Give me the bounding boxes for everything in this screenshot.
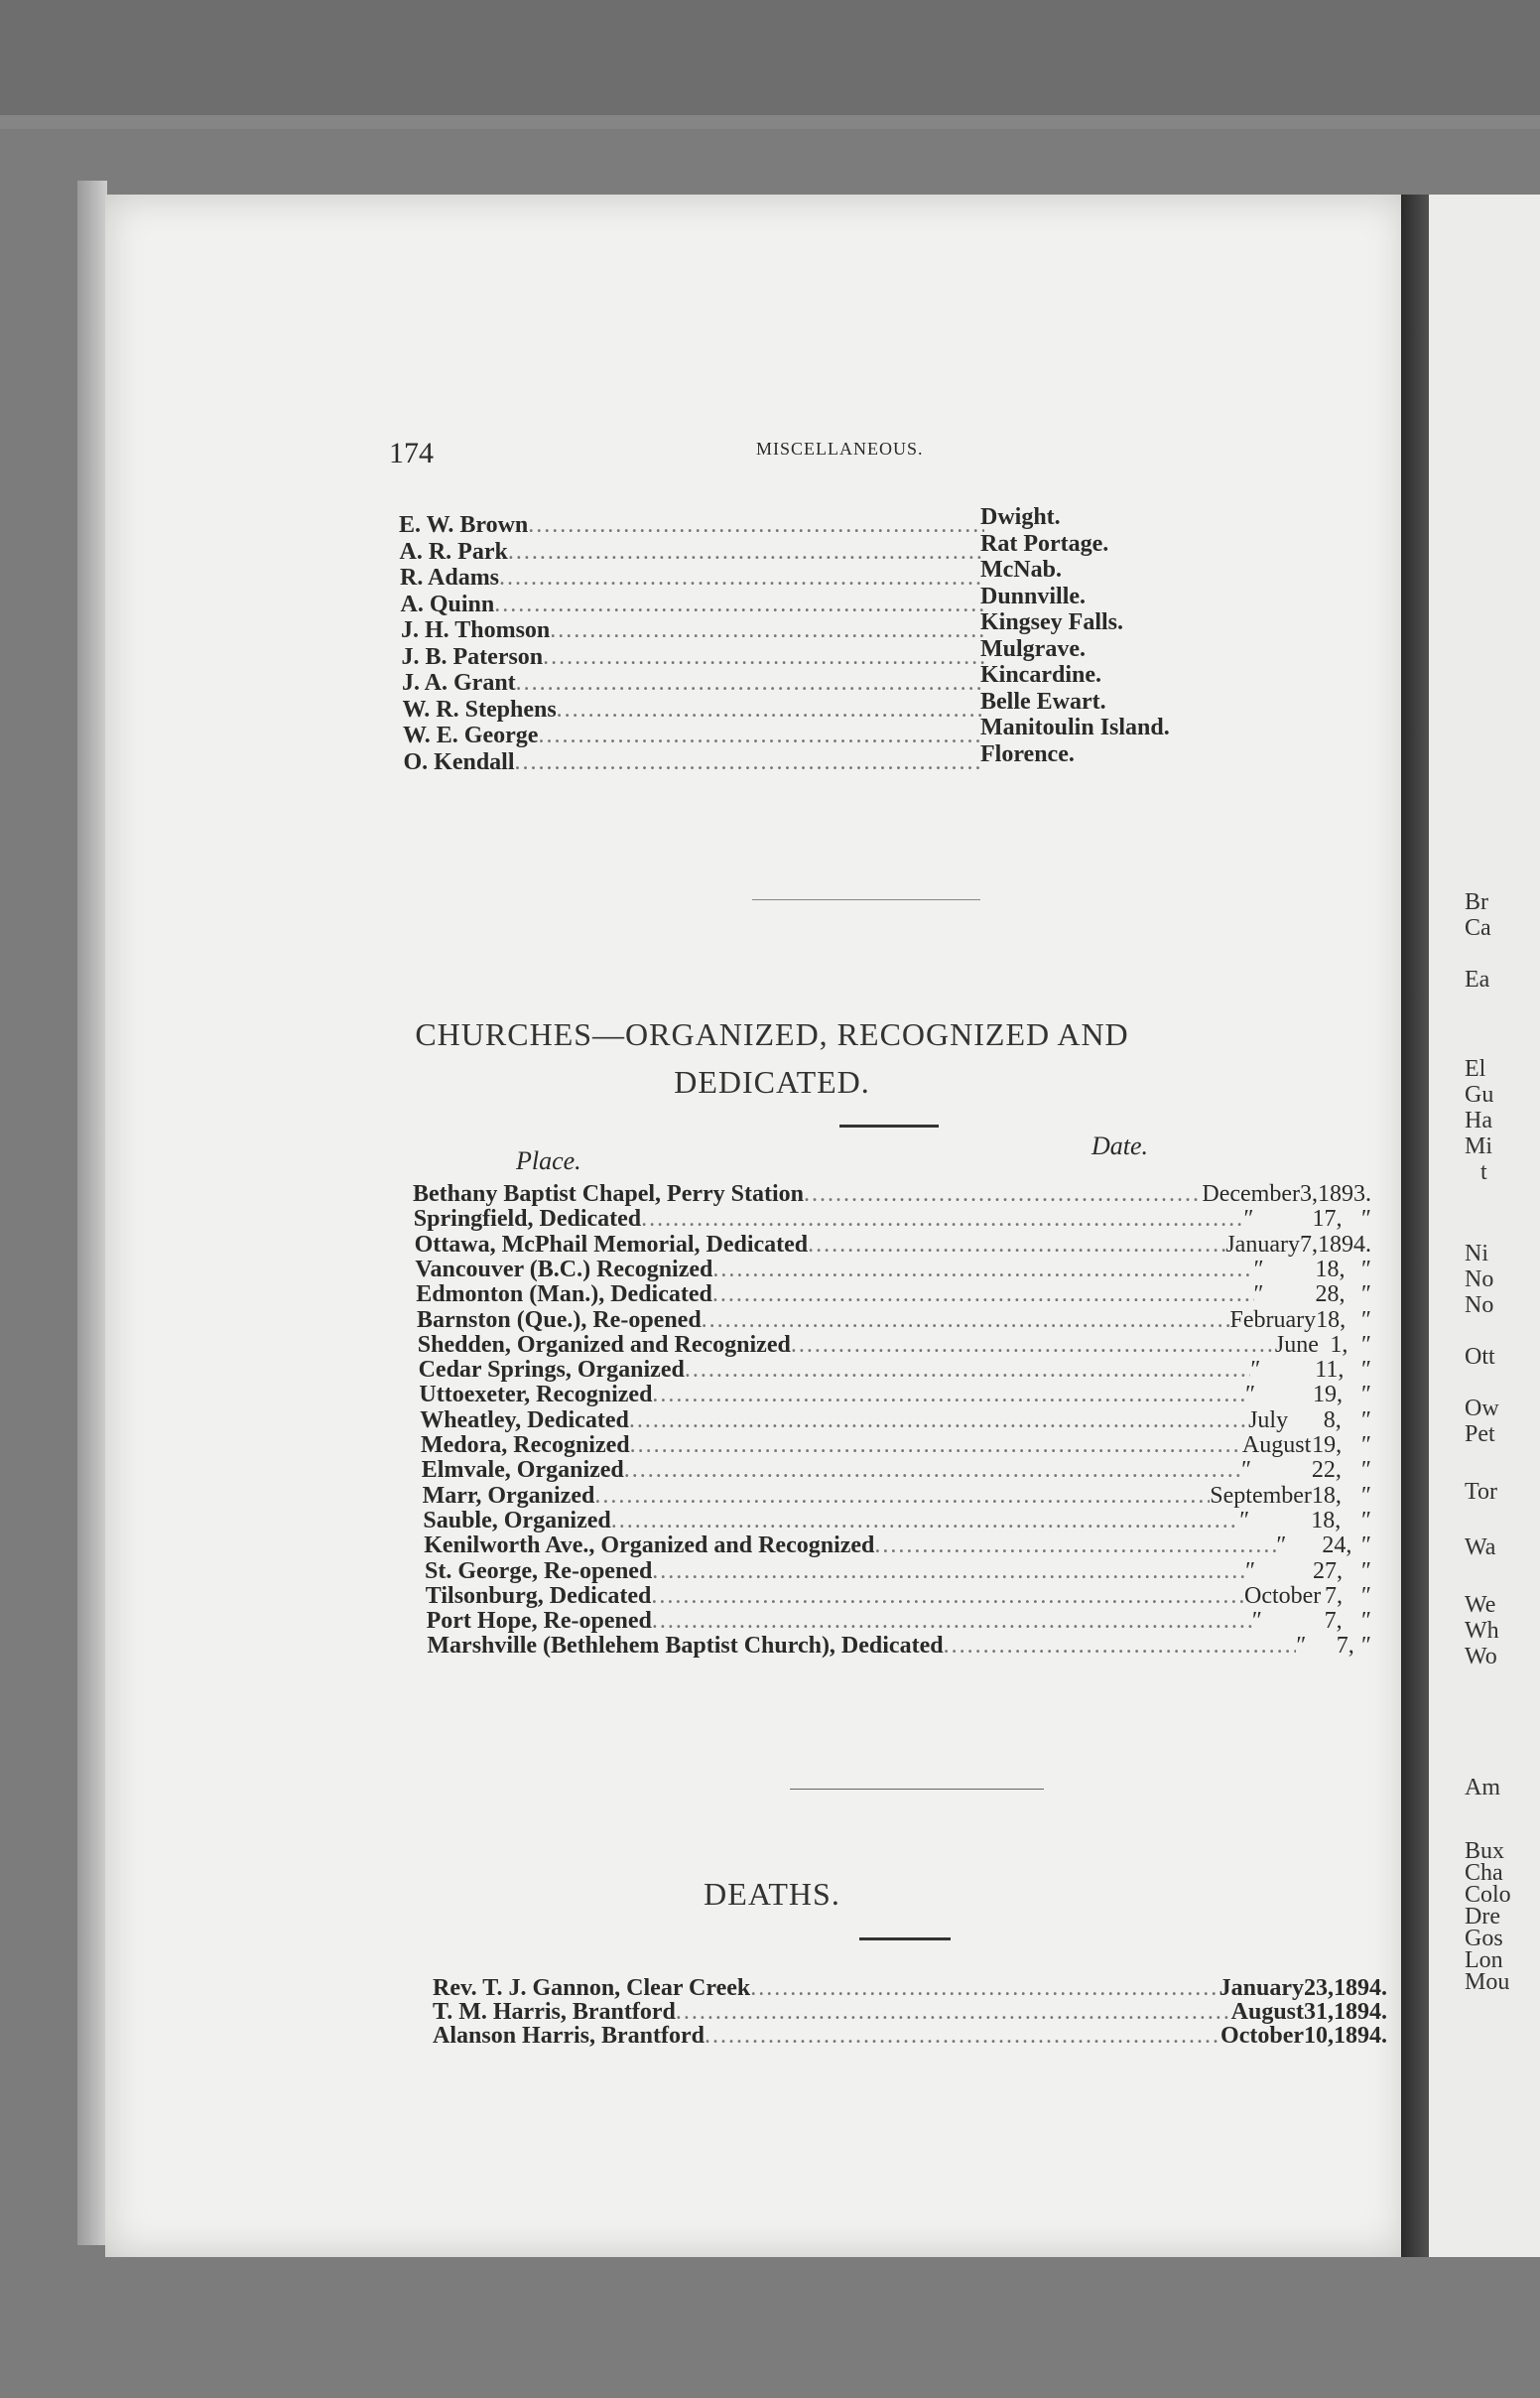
church-day: 11, [1315, 1357, 1345, 1384]
church-month: ″ [1245, 1382, 1256, 1408]
church-row [425, 1558, 1371, 1585]
scanner-background [0, 0, 1540, 115]
church-place: Elmvale, Organized [421, 1457, 624, 1484]
church-row [420, 1407, 1371, 1434]
leader-dots [750, 1975, 1219, 2002]
church-place: Tilsonburg, Dedicated [425, 1582, 652, 1609]
facing-page-fragment: Am [1465, 1775, 1500, 1800]
minister-place: Manitoulin Island. [980, 715, 1170, 740]
minister-row [402, 670, 984, 697]
facing-page-fragment: Ha [1465, 1108, 1492, 1133]
church-month: ″ [1243, 1206, 1254, 1233]
church-month: ″ [1239, 1507, 1250, 1533]
facing-page-fragment: No [1465, 1292, 1494, 1318]
death-month: August [1230, 1999, 1304, 2025]
church-year: ″ [1360, 1532, 1371, 1559]
church-year: ″ [1361, 1382, 1371, 1408]
church-row [422, 1457, 1371, 1484]
book-edge [77, 181, 107, 2245]
minister-place: Dwight. [980, 504, 1061, 530]
church-day: 3, [1300, 1181, 1318, 1207]
church-month: June [1274, 1331, 1319, 1358]
leader-dots [641, 1206, 1243, 1233]
death-name: Alanson Harris, Brantford [433, 2023, 706, 2049]
deaths-title: DEATHS. [704, 1876, 840, 1912]
church-day: 18, [1311, 1507, 1342, 1533]
death-year: 1894. [1334, 2023, 1387, 2049]
church-month: ″ [1253, 1256, 1264, 1282]
church-day: 19, [1312, 1432, 1343, 1458]
church-day: 22, [1311, 1457, 1342, 1484]
church-day: 7, [1299, 1231, 1318, 1258]
leader-dots [685, 1357, 1251, 1384]
church-year: ″ [1360, 1406, 1371, 1433]
church-year: ″ [1360, 1608, 1371, 1635]
minister-place: Kincardine. [980, 662, 1102, 688]
title-rule [839, 1125, 939, 1128]
church-place: Cedar Springs, Organized [418, 1357, 685, 1384]
facing-page-fragment: No [1465, 1266, 1494, 1292]
minister-place: McNab. [980, 557, 1062, 583]
leader-dots [538, 723, 984, 749]
death-month: October [1220, 2023, 1304, 2049]
leader-dots [508, 539, 984, 566]
facing-page-fragment: Ow [1465, 1396, 1499, 1421]
leader-dots [557, 697, 984, 724]
church-row [427, 1633, 1371, 1660]
church-month: August [1241, 1432, 1312, 1458]
church-row [415, 1257, 1371, 1283]
leader-dots [712, 1281, 1254, 1308]
section-divider [752, 899, 980, 900]
leader-dots [550, 617, 984, 644]
church-row [415, 1232, 1371, 1259]
church-place: Wheatley, Dedicated [420, 1406, 629, 1433]
leader-dots [516, 670, 984, 697]
minister-name: O. Kendall [403, 748, 515, 775]
leader-dots [630, 1432, 1242, 1459]
minister-name: W. E. George [403, 723, 539, 748]
church-year: ″ [1360, 1482, 1371, 1509]
church-place: Barnston (Que.), Re-opened [417, 1306, 702, 1333]
minister-name: J. B. Paterson [401, 643, 544, 670]
church-row [419, 1357, 1371, 1384]
church-year: ″ [1361, 1557, 1371, 1584]
facing-page-fragment: Tor [1465, 1479, 1497, 1505]
church-row [424, 1532, 1371, 1559]
church-month: ″ [1245, 1557, 1256, 1584]
church-day: 24, [1322, 1532, 1352, 1559]
section-divider [790, 1789, 1044, 1790]
leader-dots [629, 1407, 1248, 1434]
leader-dots [499, 565, 984, 592]
church-day: 7, [1325, 1582, 1344, 1609]
page-number: 174 [389, 437, 434, 469]
leader-dots [652, 1558, 1245, 1585]
church-month: ″ [1251, 1608, 1262, 1635]
facing-page-fragment: Br [1465, 889, 1488, 915]
death-day: 10, [1304, 2023, 1334, 2049]
church-day: 18, [1316, 1306, 1347, 1333]
minister-name: A. Quinn [400, 591, 495, 617]
minister-name: R. Adams [400, 565, 500, 591]
leader-dots [528, 512, 984, 539]
church-row [423, 1483, 1371, 1510]
leader-dots [804, 1181, 1202, 1208]
facing-page-fragment: Wa [1465, 1534, 1496, 1560]
death-name: Rev. T. J. Gannon, Clear Creek [433, 1975, 751, 2001]
facing-page-fragment: t [1480, 1159, 1487, 1185]
church-day: 18, [1315, 1256, 1346, 1282]
facing-page-fragment: Mou [1465, 1969, 1510, 1995]
deaths-title-rule [859, 1937, 951, 1940]
death-day: 31, [1304, 1999, 1334, 2025]
leader-dots [651, 1583, 1244, 1610]
church-day: 18, [1311, 1482, 1342, 1509]
church-row [426, 1583, 1371, 1610]
church-month: ″ [1276, 1532, 1287, 1559]
minister-row [401, 592, 985, 618]
death-day: 23, [1304, 1975, 1334, 2001]
leader-dots [594, 1483, 1210, 1510]
church-year: 1893. [1318, 1181, 1371, 1207]
church-place: Ottawa, McPhail Memorial, Dedicated [414, 1231, 809, 1258]
facing-page-fragment: Pet [1465, 1421, 1495, 1447]
church-year: 1894. [1317, 1231, 1371, 1258]
facing-page-fragment: Ea [1465, 967, 1490, 993]
church-month: July [1248, 1406, 1289, 1433]
scanner-background-strip [0, 115, 1540, 129]
church-month: February [1229, 1306, 1317, 1333]
facing-page-fragment: Bux [1465, 1838, 1505, 1864]
leader-dots [652, 1382, 1245, 1408]
church-day: 28, [1315, 1281, 1346, 1308]
church-row [413, 1181, 1371, 1208]
church-year: ″ [1361, 1432, 1372, 1458]
church-row [418, 1332, 1371, 1359]
minister-name: W. R. Stephens [402, 696, 557, 723]
churches-title-line2: DEDICATED. [674, 1064, 870, 1100]
col-date-header: Date. [1091, 1132, 1149, 1160]
minister-place: Florence. [980, 740, 1075, 767]
church-month: ″ [1253, 1281, 1264, 1308]
facing-page-fragment: El [1465, 1056, 1486, 1082]
facing-page-fragment: Lon [1465, 1947, 1503, 1973]
church-row [421, 1432, 1371, 1459]
leader-dots [676, 1999, 1231, 2026]
minister-place: Rat Portage. [980, 530, 1109, 557]
church-year: ″ [1360, 1633, 1371, 1660]
death-row [433, 2023, 1387, 2050]
facing-page-fragment: We [1465, 1592, 1496, 1618]
church-place: Vancouver (B.C.) Recognized [415, 1256, 713, 1282]
facing-page-fragment: Wh [1465, 1618, 1499, 1644]
facing-page-fragment: Ca [1465, 915, 1491, 941]
facing-page-fragment: Gu [1465, 1082, 1494, 1108]
church-month: ″ [1296, 1633, 1307, 1660]
church-year: ″ [1360, 1582, 1371, 1609]
church-day: 8, [1323, 1406, 1342, 1433]
leader-dots [705, 2023, 1220, 2050]
church-month: December [1202, 1181, 1300, 1207]
minister-row [402, 644, 985, 671]
church-place: Bethany Baptist Chapel, Perry Station [413, 1181, 805, 1207]
facing-page-fragment: Gos [1465, 1926, 1503, 1951]
death-row [433, 1999, 1387, 2026]
church-day: 19, [1313, 1382, 1344, 1408]
church-year: ″ [1361, 1306, 1371, 1333]
minister-row [399, 512, 984, 539]
church-row [414, 1206, 1371, 1233]
church-place: Marr, Organized [422, 1482, 595, 1509]
minister-row [403, 697, 985, 724]
church-place: Marshville (Bethlehem Baptist Church), Dedicated [427, 1633, 944, 1660]
leader-dots [515, 749, 984, 776]
church-month: September [1210, 1482, 1312, 1509]
minister-place: Kingsey Falls. [980, 609, 1124, 635]
church-day: 1, [1330, 1331, 1348, 1358]
death-month: January [1219, 1975, 1304, 2001]
leader-dots [944, 1633, 1297, 1660]
church-place: Kenilworth Ave., Organized and Recognized [424, 1532, 875, 1559]
leader-dots [874, 1532, 1276, 1559]
death-name: T. M. Harris, Brantford [433, 1999, 676, 2025]
church-place: Sauble, Organized [423, 1507, 611, 1533]
leader-dots [652, 1608, 1252, 1635]
leader-dots [791, 1332, 1275, 1359]
death-row [433, 1975, 1387, 2002]
leader-dots [702, 1307, 1230, 1334]
death-year: 1894. [1334, 1975, 1387, 2001]
minister-place: Mulgrave. [980, 635, 1086, 662]
church-day: 27, [1313, 1557, 1344, 1584]
minister-name: J. A. Grant [402, 670, 516, 696]
church-row [417, 1307, 1371, 1334]
church-row [416, 1281, 1371, 1308]
minister-row [400, 565, 984, 592]
facing-page-fragment: Mi [1465, 1133, 1493, 1159]
running-head: MISCELLANEOUS. [756, 439, 924, 459]
church-day: 17, [1312, 1206, 1343, 1233]
minister-name: E. W. Brown [399, 512, 529, 538]
facing-page-fragment: Cha [1465, 1860, 1503, 1886]
church-year: ″ [1360, 1281, 1371, 1308]
facing-page-fragment: Colo [1465, 1882, 1511, 1908]
facing-page-fragment: Dre [1465, 1904, 1500, 1930]
death-year: 1894. [1334, 1999, 1387, 2025]
churches-title-line1: CHURCHES—ORGANIZED, RECOGNIZED AND [415, 1016, 1129, 1052]
church-month: October [1243, 1582, 1322, 1609]
minister-place: Dunnville. [980, 583, 1087, 609]
church-day: 7, [1324, 1608, 1343, 1635]
leader-dots [494, 592, 984, 618]
minister-row [403, 723, 984, 749]
minister-place: Belle Ewart. [980, 688, 1106, 715]
church-place: Port Hope, Re-opened [426, 1608, 652, 1635]
church-place: Edmonton (Man.), Dedicated [416, 1281, 712, 1308]
facing-page-fragment: Ni [1465, 1241, 1488, 1266]
church-year: ″ [1360, 1331, 1371, 1358]
church-year: ″ [1360, 1357, 1371, 1384]
leader-dots [808, 1232, 1225, 1259]
church-place: Uttoexeter, Recognized [419, 1382, 653, 1408]
church-row [423, 1508, 1371, 1534]
facing-page-fragment: Ott [1465, 1344, 1495, 1370]
church-place: Medora, Recognized [421, 1432, 630, 1458]
church-year: ″ [1360, 1206, 1371, 1233]
leader-dots [543, 644, 984, 671]
church-place: Shedden, Organized and Recognized [417, 1331, 791, 1358]
leader-dots [611, 1508, 1240, 1534]
church-day: 7, [1336, 1633, 1354, 1660]
minister-row [404, 749, 985, 776]
church-year: ″ [1360, 1256, 1371, 1282]
church-year: ″ [1360, 1457, 1371, 1484]
book-gutter [1401, 195, 1431, 2257]
church-year: ″ [1360, 1507, 1371, 1533]
church-month: ″ [1241, 1457, 1252, 1484]
church-month: ″ [1250, 1357, 1261, 1384]
church-month: January [1225, 1231, 1300, 1258]
church-row [427, 1608, 1371, 1635]
facing-page-fragment: Wo [1465, 1644, 1497, 1669]
church-row [419, 1382, 1371, 1408]
col-place-header: Place. [516, 1146, 581, 1175]
minister-row [400, 539, 985, 566]
minister-row [401, 617, 984, 644]
minister-name: J. H. Thomson [401, 617, 551, 643]
church-place: Springfield, Dedicated [413, 1206, 642, 1233]
minister-name: A. R. Park [399, 538, 508, 565]
leader-dots [712, 1257, 1253, 1283]
church-place: St. George, Re-opened [425, 1557, 653, 1584]
leader-dots [624, 1457, 1241, 1484]
